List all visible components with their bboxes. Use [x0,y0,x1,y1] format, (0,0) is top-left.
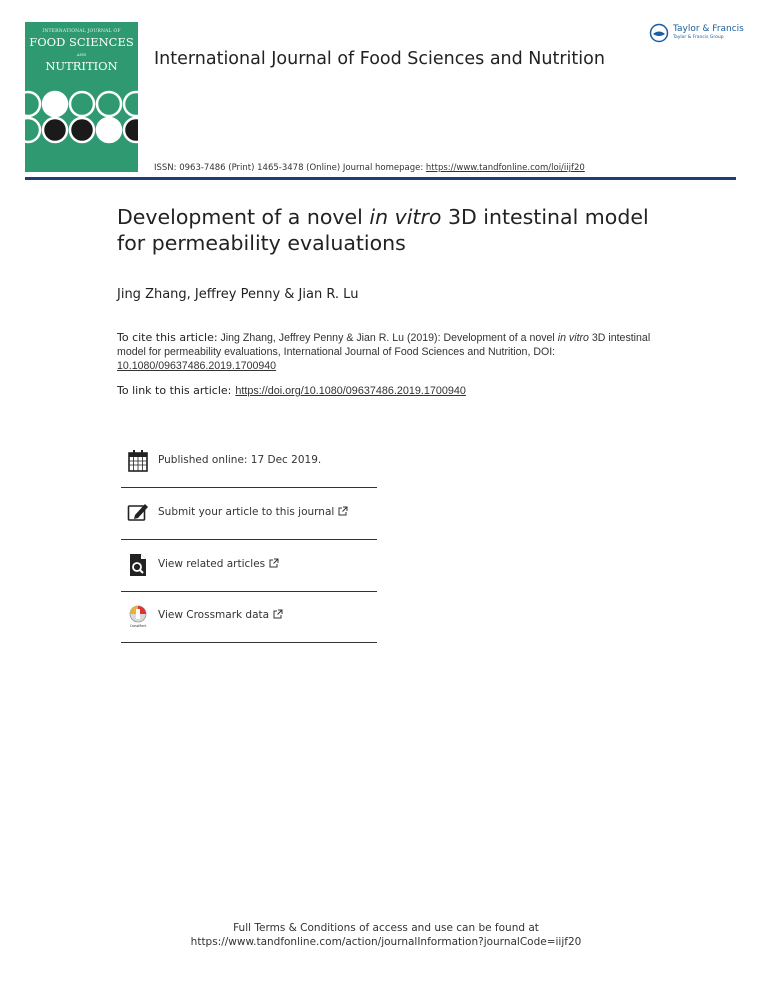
article-link-row [117,384,466,397]
article-title-italic: in vitro [369,205,442,229]
external-link-icon [269,558,279,568]
related-articles-link[interactable] [158,558,279,570]
citation-text-2: 3D intestinal model for permeability evaluations, International Journal of Food Sciences and Nutrition, DOI: [117,332,651,358]
journal-title: International Journal of Food Sciences and Nutrition [154,49,605,69]
article-url-link[interactable]: https://doi.org/10.1080/09637486.2019.1700940 [235,385,466,397]
submit-article-link[interactable] [158,506,348,518]
journal-homepage-link[interactable]: https://www.tandfonline.com/loi/iijf20 [425,163,585,173]
published-online-item [121,436,377,488]
citation-block [117,331,677,373]
publisher-subtitle: Taylor & Francis Group [673,35,724,40]
published-online-label: Published online: 17 Dec 2019. [158,454,322,466]
related-articles-label: View related articles [158,558,266,570]
cover-circles [25,86,138,150]
calendar-icon [127,449,149,473]
footer-terms-url[interactable]: https://www.tandfonline.com/action/journalInformation?journalCode=iijf20 [190,936,582,948]
cover-line-1: INTERNATIONAL JOURNAL OF [42,29,121,34]
article-title [117,204,677,256]
search-document-icon [127,553,149,577]
publisher-logo [649,23,744,47]
crossmark-link[interactable] [158,609,283,621]
journal-cover [25,22,138,172]
submit-article-item[interactable] [121,488,377,540]
crossmark-item[interactable] [121,591,377,643]
submit-article-label: Submit your article to this journal [158,506,335,518]
external-link-icon [273,609,283,619]
citation-label: To cite this article: [117,331,218,344]
related-articles-item[interactable] [121,540,377,592]
citation-italic: in vitro [557,332,589,344]
link-label: To link to this article: [117,384,232,397]
cover-line-4: NUTRITION [45,59,118,73]
article-title-part-2: 3D intestinal model for permeability evaluations [117,205,649,255]
issn-text: ISSN: 0963-7486 (Print) 1465-3478 (Online) Journal homepage: [154,163,426,173]
citation-text-1: Jing Zhang, Jeffrey Penny & Jian R. Lu (2019): Development of a novel [217,332,558,344]
cover-line-2: FOOD SCIENCES [29,35,134,49]
edit-icon [127,501,149,525]
external-link-icon [338,506,348,516]
crossmark-icon-text: CrossMark [129,624,147,628]
crossmark-label: View Crossmark data [158,609,270,621]
authors: Jing Zhang, Jeffrey Penny & Jian R. Lu [117,287,359,302]
footer-terms-text: Full Terms & Conditions of access and use can be found at [233,922,539,934]
cover-line-3: AND [76,52,87,57]
crossmark-icon [127,604,149,628]
article-title-part-1: Development of a novel [117,205,370,229]
doi-link[interactable]: 10.1080/09637486.2019.1700940 [117,360,277,372]
footer [0,921,772,949]
divider [121,642,377,643]
publisher-name: Taylor & Francis [673,24,744,34]
header-rule [25,177,736,180]
taylor-francis-logo-icon [649,23,669,43]
issn-line [154,163,585,173]
